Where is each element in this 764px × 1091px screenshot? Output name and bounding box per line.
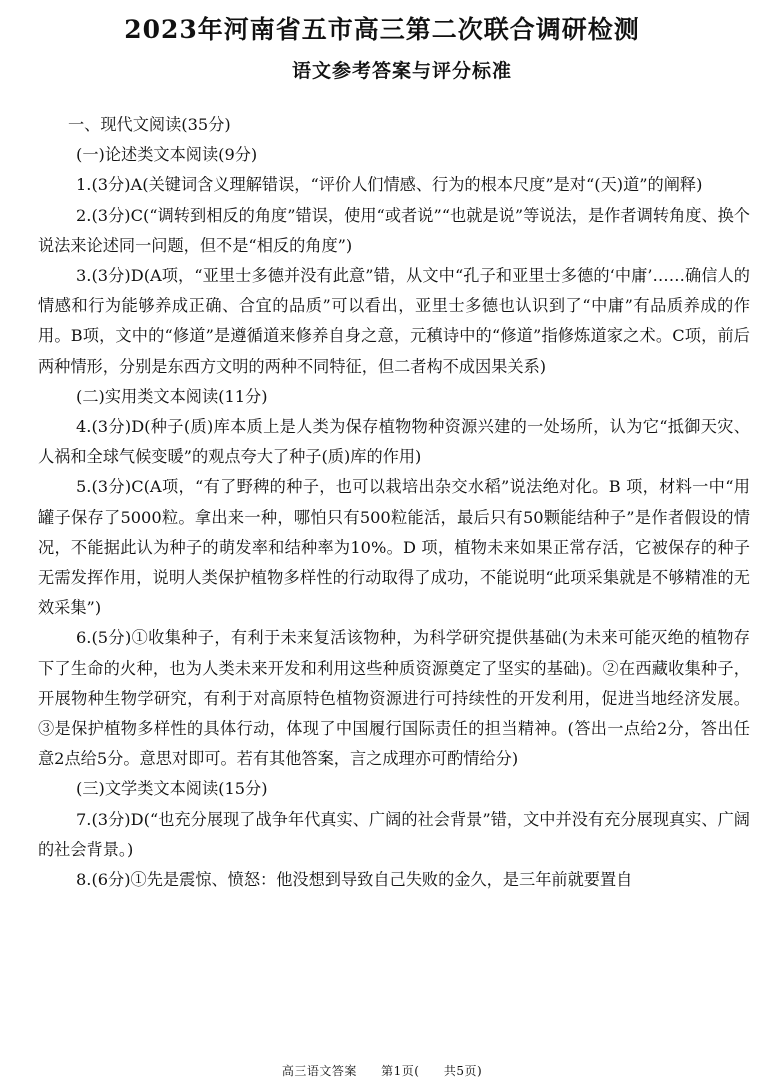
answer-item-7: 7.(3分)D(“也充分展现了战争年代真实、广阔的社会背景”错，文中并没有充分展现真实、广阔的社会背景。) xyxy=(38,809,750,859)
subsection-heading-argumentative: (一)论述类文本阅读(9分) xyxy=(76,145,258,165)
answer-item-2: 2.(3分)C(“调转到相反的角度”错误，使用“或者说”“也就是说”等说法，是作者调转角度、换个说法来论述同一问题，但不是“相反的角度”) xyxy=(38,205,750,255)
footer-page-number: 第1页( xyxy=(381,1064,420,1078)
answer-item-1: 1.(3分)A(关键词含义理解错误，“评价人们情感、行为的根本尺度”是对“(天)道”的阐释) xyxy=(76,175,703,195)
answer-item-4: 4.(3分)D(种子(质)库本质上是人类为保存植物物种资源兴建的一处场所，认为它“抵御天灾、人祸和全球气候变暖”的观点夸大了种子(质)库的作用) xyxy=(38,417,750,467)
answer-item-3: 3.(3分)D(A项，“亚里士多德并没有此意”错，从文中“孔子和亚里士多德的‘中庸’……确信人的情感和行为能够养成正确、合宜的品质”可以看出，亚里士多德也认识到了“中庸”有品质养成的作用。B项，文中的“修道”是遵循道来修养自身之意，元稹诗中的“修道”指修炼道家之术。C项，前后两种情形，分别是东西方文明的两种不同特征，但二者构不成因果关系) xyxy=(38,266,750,376)
subsection-heading-literary: (三)文学类文本阅读(15分) xyxy=(76,779,268,799)
answer-item-6: 6.(5分)①收集种子，有利于未来复活该物种，为科学研究提供基础(为未来可能灭绝的植物存下了生命的火种，也为人类未来开发和利用这些种质资源奠定了坚实的基础)。②在西藏收集种子，开展物种生物学研究，有利于对高原特色植物资源进行可持续性的开发利用，促进当地经济发展。③是保护植物多样性的具体行动，体现了中国履行国际责任的担当精神。(答出一点给2分，答出任意2点给5分。意思对即可。若有其他答案，言之成理亦可酌情给分) xyxy=(38,628,750,769)
footer-total-pages: 共5页) xyxy=(443,1064,483,1078)
subsection-heading-practical: (二)实用类文本阅读(11分) xyxy=(76,386,268,406)
document-subtitle: 语文参考答案与评分标准 xyxy=(291,60,512,82)
answer-item-8: 8.(6分)①先是震惊、愤怒：他没想到导致自己失败的金久，是三年前就要置自 xyxy=(76,870,633,890)
page-footer xyxy=(0,1062,764,1079)
document-title: 2023年河南省五市高三第二次联合调研检测 xyxy=(124,15,640,44)
answer-item-5: 5.(3分)C(A项，“有了野稗的种子，也可以栽培出杂交水稻”说法绝对化。B 项，材料一中“用罐子保存了5000粒。拿出来一种，哪怕只有500粒能活，最后只有50颗能结种子”是作者假设的情况，不能据此认为种子的萌发率和结种率为10%。D 项，植物未来如果正常存活，它被保存的种子无需发挥作用，说明人类保护植物多样性的行动取得了成功，不能说明“此项采集就是不够精准的无效采集”) xyxy=(38,477,750,618)
footer-subject: 高三语文答案 xyxy=(281,1064,357,1078)
answer-content xyxy=(38,110,750,895)
section-heading-modern-reading: 一、现代文阅读(35分) xyxy=(68,115,231,134)
